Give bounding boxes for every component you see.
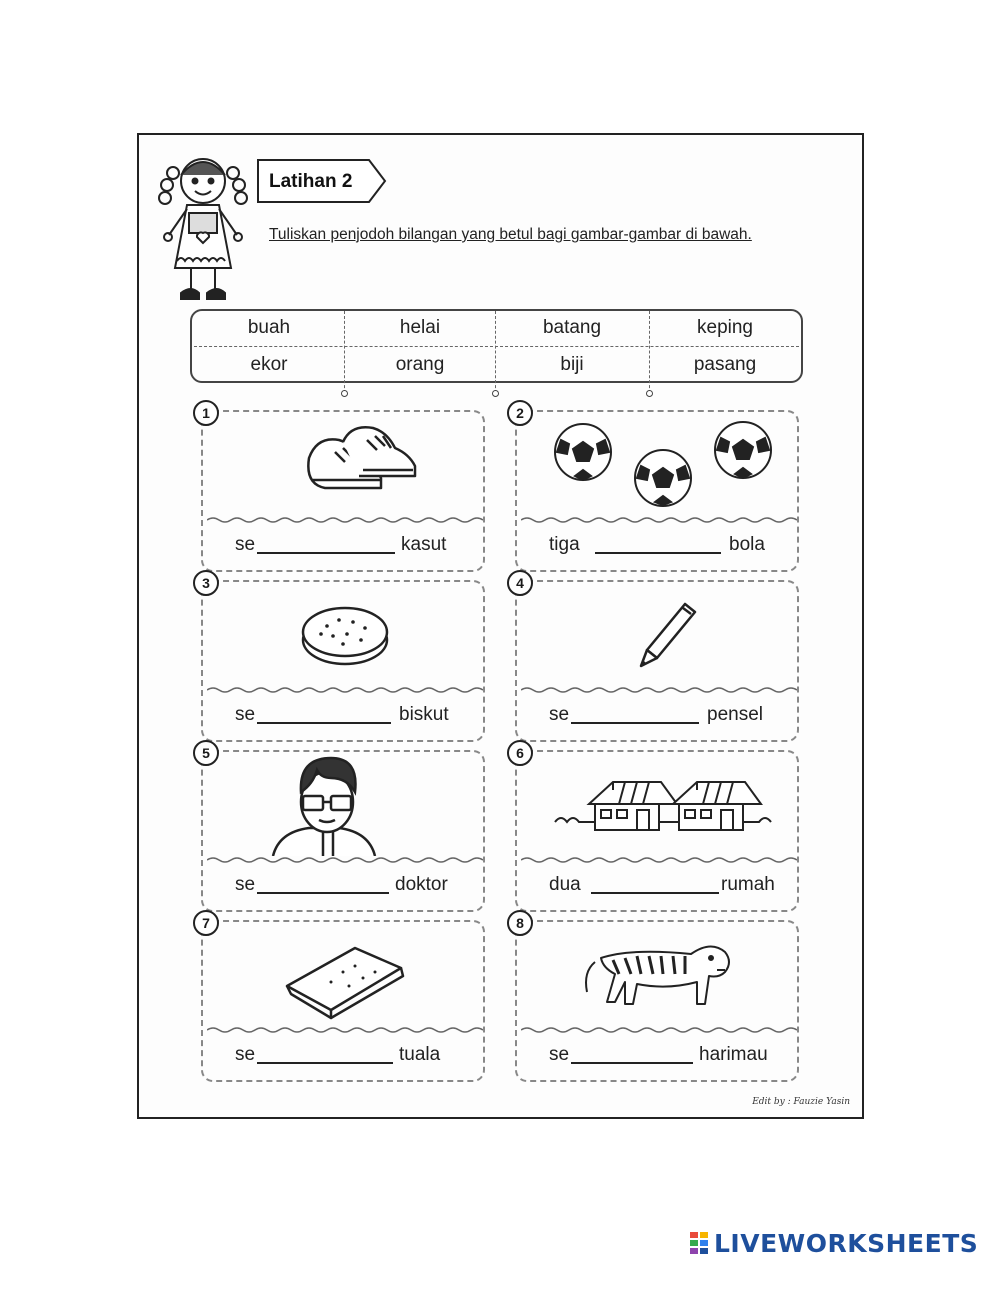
question-card-2 bbox=[515, 405, 799, 572]
answer-blank[interactable] bbox=[571, 722, 699, 724]
question-number: 7 bbox=[193, 910, 219, 936]
answer-noun: tuala bbox=[399, 1044, 441, 1065]
answer-prefix: dua bbox=[549, 874, 581, 895]
answer-blank[interactable] bbox=[257, 552, 395, 554]
question-number: 2 bbox=[507, 400, 533, 426]
divider-wave bbox=[521, 516, 797, 524]
answer-line bbox=[203, 700, 483, 728]
answer-noun: pensel bbox=[707, 704, 763, 725]
answer-blank[interactable] bbox=[257, 1062, 393, 1064]
divider-wave bbox=[521, 686, 797, 694]
answer-noun: bola bbox=[729, 534, 765, 555]
divider-wave bbox=[207, 856, 483, 864]
divider-wave bbox=[207, 516, 483, 524]
question-card-6 bbox=[515, 745, 799, 912]
tiger-icon bbox=[517, 922, 801, 1026]
question-card-5 bbox=[201, 745, 485, 912]
instruction-text: Tuliskan penjodoh bilangan yang betul bagi gambar-gambar di bawah. bbox=[269, 226, 752, 243]
biscuit-icon bbox=[203, 582, 487, 686]
girl-illustration bbox=[153, 143, 253, 313]
answer-prefix: se bbox=[235, 1044, 256, 1065]
answer-blank[interactable] bbox=[257, 892, 389, 894]
question-card-4 bbox=[515, 575, 799, 742]
divider-wave bbox=[521, 1026, 797, 1034]
answer-line bbox=[203, 1040, 483, 1068]
answer-prefix: se bbox=[549, 704, 570, 725]
liveworksheets-logo-icon bbox=[690, 1232, 708, 1254]
answer-noun: rumah bbox=[721, 874, 775, 895]
answer-line bbox=[517, 870, 797, 898]
answer-noun: kasut bbox=[401, 534, 447, 555]
liveworksheets-brand[interactable] bbox=[690, 1228, 978, 1258]
worksheet-title: Latihan 2 bbox=[269, 171, 353, 192]
question-card-7 bbox=[201, 915, 485, 1082]
edited-by-credit: Edit by : Fauzie Yasin bbox=[752, 1097, 850, 1107]
answer-blank[interactable] bbox=[591, 892, 719, 894]
question-number: 8 bbox=[507, 910, 533, 936]
answer-line bbox=[203, 530, 483, 558]
word-bank bbox=[190, 309, 803, 383]
answer-line bbox=[203, 870, 483, 898]
answer-prefix: se bbox=[549, 1044, 570, 1065]
answer-blank[interactable] bbox=[571, 1062, 693, 1064]
divider-wave bbox=[207, 686, 483, 694]
question-number: 1 bbox=[193, 400, 219, 426]
answer-noun: harimau bbox=[699, 1044, 768, 1065]
question-number: 3 bbox=[193, 570, 219, 596]
word-bank-item: ekor bbox=[250, 354, 288, 375]
doctor-icon bbox=[203, 752, 487, 856]
answer-noun: doktor bbox=[395, 874, 448, 895]
question-number: 5 bbox=[193, 740, 219, 766]
brand-name: LIVEWORKSHEETS bbox=[714, 1228, 979, 1258]
answer-prefix: se bbox=[235, 704, 256, 725]
answer-prefix: se bbox=[235, 534, 256, 555]
pencil-icon bbox=[517, 582, 801, 686]
word-bank-item: biji bbox=[560, 354, 584, 375]
answer-line bbox=[517, 700, 797, 728]
word-bank-item: keping bbox=[697, 317, 753, 338]
question-card-3 bbox=[201, 575, 485, 742]
shoes-icon bbox=[203, 412, 487, 516]
divider-wave bbox=[207, 1026, 483, 1034]
answer-line bbox=[517, 530, 797, 558]
answer-prefix: tiga bbox=[549, 534, 580, 555]
answer-blank[interactable] bbox=[595, 552, 721, 554]
answer-blank[interactable] bbox=[257, 722, 391, 724]
question-number: 6 bbox=[507, 740, 533, 766]
question-card-8 bbox=[515, 915, 799, 1082]
word-bank-item: batang bbox=[542, 317, 602, 338]
worksheet bbox=[137, 133, 864, 1119]
word-bank-item: orang bbox=[395, 354, 445, 375]
question-number: 4 bbox=[507, 570, 533, 596]
question-card-1 bbox=[201, 405, 485, 572]
houses-icon bbox=[517, 752, 801, 856]
divider-wave bbox=[521, 856, 797, 864]
footballs-icon bbox=[517, 412, 801, 516]
word-bank-item: pasang bbox=[693, 354, 757, 375]
answer-noun: biskut bbox=[399, 704, 449, 725]
answer-prefix: se bbox=[235, 874, 256, 895]
word-bank-item: buah bbox=[247, 317, 291, 338]
towel-icon bbox=[203, 922, 487, 1026]
answer-line bbox=[517, 1040, 797, 1068]
word-bank-item: helai bbox=[399, 317, 441, 338]
